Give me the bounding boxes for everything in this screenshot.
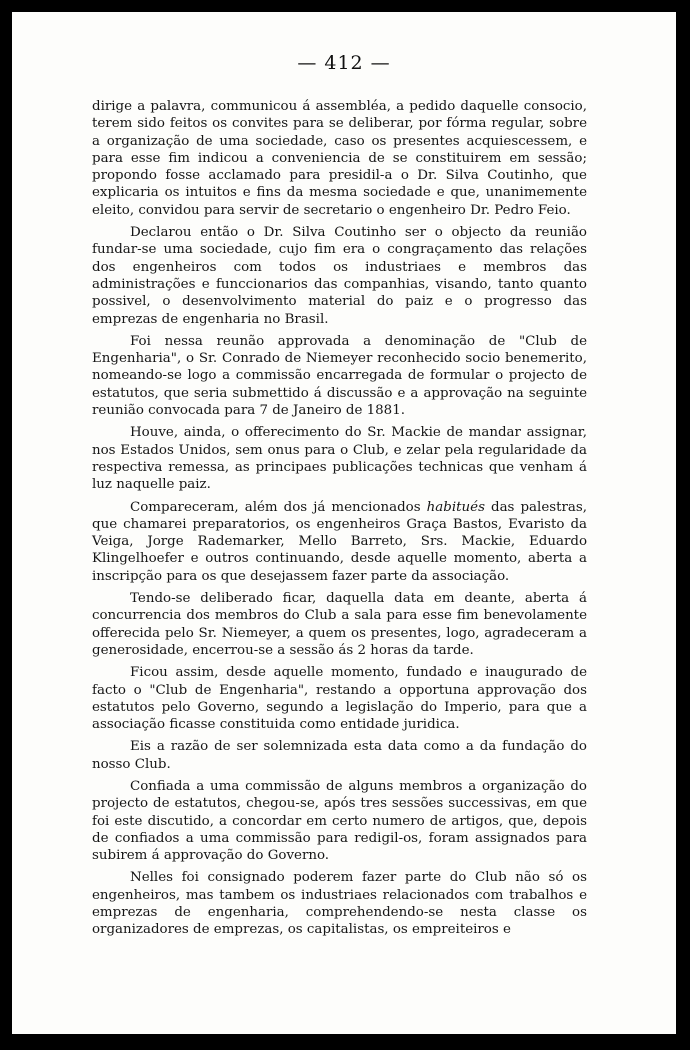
paragraph-5-italic: habitués [426, 499, 485, 515]
paragraph-3: Foi nessa reunão approvada a denominação de "Club de Engenharia", o Sr. Conrado de Niemeyer reconhecido socio benemerito, nomeando-se logo a commissão encarregada de formular o projecto de estatutos, que seria submettido á discussão e a approvação na seguinte reunião convocada para 7 de Janeiro de 1881. [92, 333, 587, 419]
paragraph-5-end: das palestras, que chamarei preparatorios, os engenheiros Graça Bastos, Evaristo da Veiga, Jorge Rademarker, Mello Barreto, Srs. Mackie, Eduardo Klingelhoefer e outros continuando, desde aquelle momento, aberta a inscripção para os que desejassem fazer parte da associação. [92, 499, 588, 584]
paragraph-6: Tendo-se deliberado ficar, daquella data em deante, aberta á concurrencia dos membros do Club a sala para esse fim benevolamente offerecida pelo Sr. Niemeyer, a quem os presentes, logo, agradeceram a generosidade, encerrou-se a sessão ás 2 horas da tarde. [92, 591, 587, 658]
paragraph-7: Ficou assim, desde aquelle momento, fundado e inaugurado de facto o "Club de Engenharia", restando a opportuna approvação dos estatutos pelo Governo, segundo a legislação do Imperio, para que a associação ficasse constituida como entidade juridica. [92, 665, 587, 733]
paragraph-2: Declarou então o Dr. Silva Coutinho ser o objecto da reunião fundar-se uma sociedade, cujo fim era o congraçamento das relações dos engenheiros com todos os industriaes e membros das administrações e funccionarios das companhias, visando, tanto quanto possivel, o desenvolvimento material do paiz e o progresso das emprezas de engenharia no Brasil. [92, 225, 587, 327]
paragraph-8: Eis a razão de ser solemnizada esta data como a da fundação do nosso Club. [92, 739, 587, 772]
paragraph-4: Houve, ainda, o offerecimento do Sr. Mackie de mandar assignar, nos Estados Unidos, sem onus para o Club, e zelar pela regularidade da respectiva remessa, as principaes publicações technicas que venham á luz naquelle paiz. [92, 425, 587, 493]
paragraph-1: dirige a palavra, communicou á assembléa, a pedido daquelle consocio, terem sido feitos os convites para se deliberar, por fórma regular, sobre a organização de uma sociedade, caso os presentes acquiescessem, e para esse fim indicou a conveniencia de se constituirem em sessão; propondo fosse acclamado para presidil-a o Dr. Silva Coutinho, que explicaria os intuitos e fins da mesma sociedade e que, unanimemente eleito, convidou para servir de secretario o engenheiro Dr. Pedro Feio. [92, 99, 587, 218]
page-number: — 412 — [297, 52, 391, 74]
book-page [12, 12, 676, 1034]
body-text [92, 98, 587, 944]
paragraph-5-start: Compareceram, além dos já mencionados [130, 499, 427, 515]
paragraph-9: Confiada a uma commissão de alguns membros a organização do projecto de estatutos, chegou-se, após tres sessões successivas, em que foi este discutido, a concordar em certo numero de artigos, que, depois de confiados a uma commissão para redigil-os, foram assignados para subirem á approvação do Governo. [92, 778, 587, 864]
paragraph-5 [92, 499, 587, 585]
paragraph-10: Nelles foi consignado poderem fazer parte do Club não só os engenheiros, mas tambem os industriaes relacionados com trabalhos e emprezas de engenharia, comprehendendo-se nesta classe os organizadores de emprezas, os capitalistas, os empreiteiros e [92, 870, 587, 938]
